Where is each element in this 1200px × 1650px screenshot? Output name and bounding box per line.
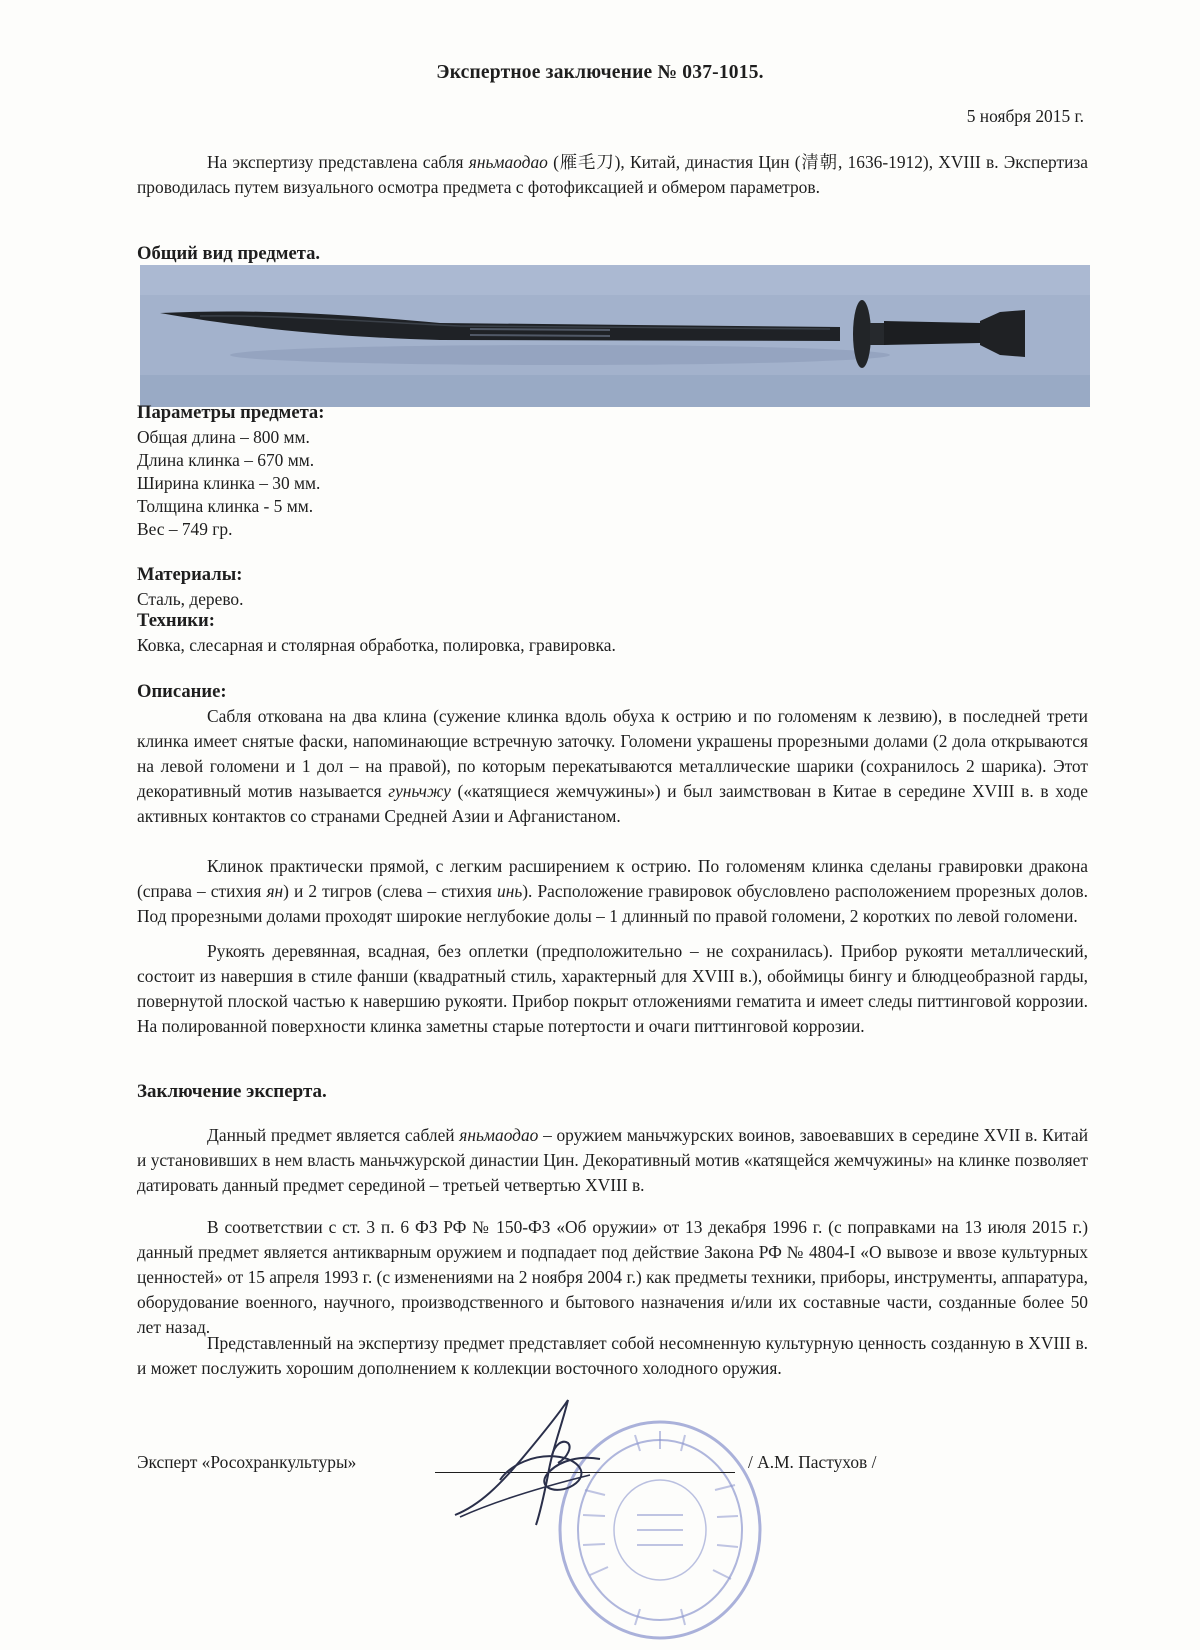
conclusion-paragraph-1: Данный предмет является саблей яньмаодао – оружием маньчжурских воинов, завоевавших в середине XVII в. Китай и установивших в нем власть маньчжурской династии Цин. Декоративный мотив «катящейся жемчужины» на клинке позволяет датировать данный предмет серединой – третьей четвертью XVIII в. [137, 1125, 1088, 1195]
conclusion-paragraph-3: Представленный на экспертизу предмет представляет собой несомненную культурную ценность созданную в XVIII в. и может послужить хорошим дополнением к коллекции восточного холодного оружия. [137, 1333, 1088, 1378]
expert-name: / А.М. Пастухов / [748, 1452, 877, 1472]
techniques-text: Ковка, слесарная и столярная обработка, полировка, гравировка. [137, 635, 616, 655]
materials-heading: Материалы: [137, 564, 243, 585]
conclusion-heading: Заключение эксперта. [137, 1081, 327, 1102]
techniques-heading: Техники: [137, 610, 215, 631]
materials-text: Сталь, дерево. [137, 589, 244, 609]
intro-paragraph: На экспертизу представлена сабля яньмаодао (雁毛刀), Китай, династия Цин (清朝, 1636-1912), XVIII в. Экспертиза проводилась путем визуального осмотра предмета с фотофиксацией и обмером параметров. [137, 152, 1089, 197]
description-heading: Описание: [137, 681, 227, 702]
description-paragraph-3: Рукоять деревянная, всадная, без оплетки (предположительно – не сохранилась). Прибор рукояти металлический, состоит из навершия в стиле фанши (квадратный стиль, характерный для XVIII в.), обоймицы бингу и блюдцеобразной гарды, повернутой плоской частью к навершию рукояти. Прибор покрыт отложениями гематита и имеет следы питтинговой коррозии. На полированной поверхности клинка заметны старые потертости и очаги питтинговой коррозии. [137, 941, 1088, 1036]
param-blade-length: Длина клинка – 670 мм. [137, 450, 315, 470]
saber-photo [140, 265, 1090, 407]
param-blade-width: Ширина клинка – 30 мм. [137, 473, 321, 493]
document-date: 5 ноября 2015 г. [966, 106, 1084, 126]
param-total-length: Общая длина – 800 мм. [137, 427, 310, 447]
handwritten-signature [440, 1395, 650, 1535]
expert-label: Эксперт «Росохранкультуры» [137, 1452, 357, 1472]
overview-heading: Общий вид предмета. [137, 243, 321, 264]
conclusion-paragraph-2: В соответствии с ст. 3 п. 6 ФЗ РФ № 150-ФЗ «Об оружии» от 13 декабря 1996 г. (с поправками на 13 июля 2015 г.) данный предмет является антикварным оружием и подпадает под действие Закона РФ № 4804-I «О вывозе и ввозе культурных ценностей» от 15 апреля 1993 г. (с изменениями на 2 ноября 2004 г.) как предметы техники, приборы, инструменты, аппаратура, оборудование военного, научного, производственного и бытового назначения и/или их составные части, созданные более 50 лет назад. [137, 1217, 1088, 1337]
param-blade-thickness: Толщина клинка - 5 мм. [137, 496, 314, 516]
description-paragraph-2: Клинок практически прямой, с легким расширением к острию. По голоменям клинка сделаны гравировки дракона (справа – стихия ян) и 2 тигров (слева – стихия инь). Расположение гравировок обусловлено расположением прорезных долов. Под прорезными долами проходят широкие неглубокие долы – 1 длинный по правой голомени, 2 коротких по левой голомени. [137, 856, 1088, 926]
parameters-heading: Параметры предмета: [137, 402, 325, 423]
document-title: Экспертное заключение № 037-1015. [436, 62, 764, 83]
description-paragraph-1: Сабля откована на два клина (сужение клинка вдоль обуха к острию и по голоменям к лезвию), в последней трети клинка имеет снятые фаски, напоминающие встречную заточку. Голомени украшены прорезными долами (2 дола открываются на левой голомени и 1 дол – на правой), по которым перекатываются металлические шарики (сохранилось 2 шарика). Этот декоративный мотив называется гуньчжу («катящиеся жемчужины») и был заимствован в Китае в середине XVIII в. в ходе активных контактов со странами Средней Азии и Афганистаном. [137, 706, 1088, 826]
param-weight: Вес – 749 гр. [137, 519, 233, 539]
